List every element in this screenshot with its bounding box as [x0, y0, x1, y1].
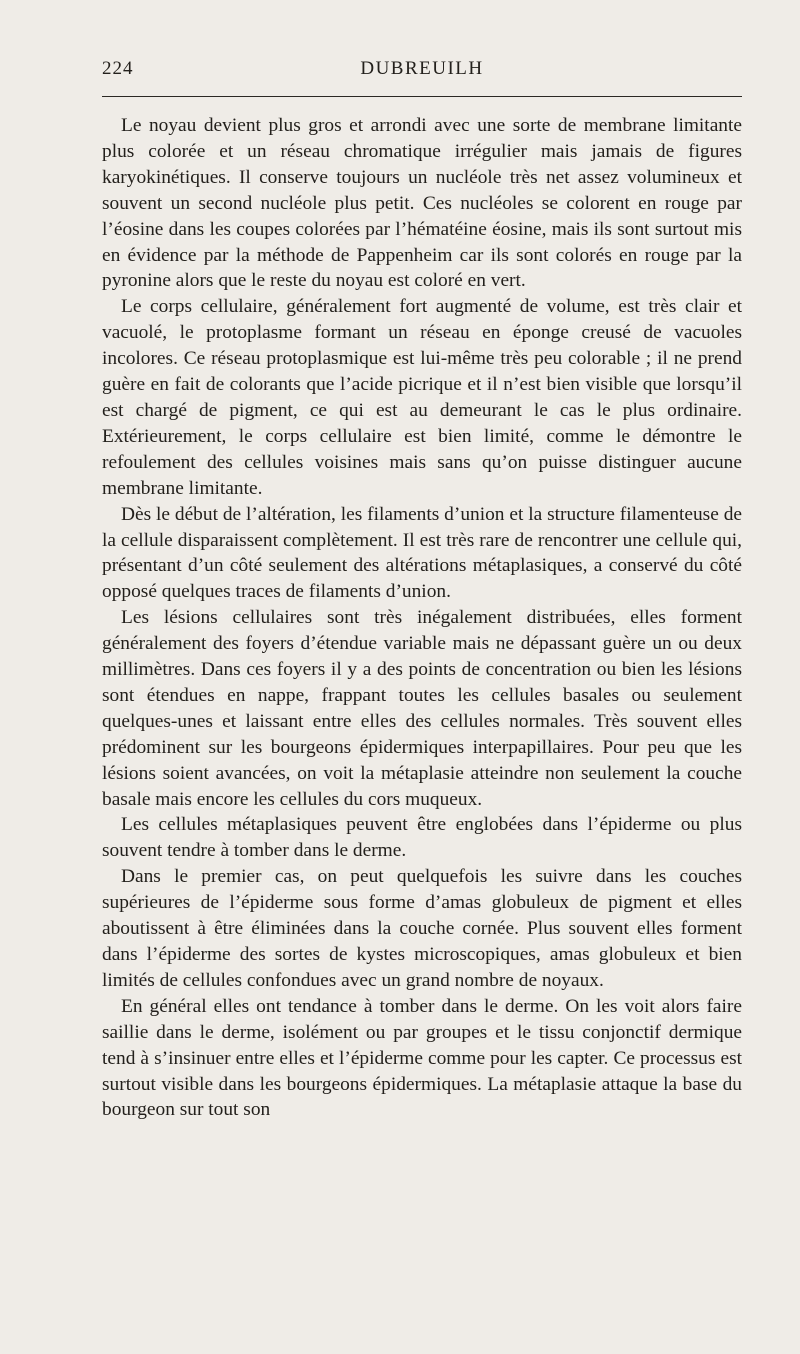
paragraph: Dès le début de l’altération, les filaments d’union et la structure filamenteuse de la cellule disparaissent complètement. Il est très rare de rencontrer une cellule qui, présentant d’un côté seulement des altérations métaplasiques, a conservé du côté opposé quelques traces de filaments d’union.	[102, 503, 742, 603]
page-header	[102, 58, 742, 86]
paragraph: Le corps cellulaire, généralement fort augmenté de volume, est très clair et vacuolé, le protoplasme formant un réseau en éponge creusé de vacuoles incolores. Ce réseau protoplasmique est lui-même très peu colorable ; il ne prend guère en fait de colorants que l’acide picrique et il n’est bien visible que lorsqu’il est chargé de pigment, ce qui est au demeurant le cas le plus ordinaire. Extérieurement, le corps cellulaire est bien limité, comme le démontre le refoulement des cellules voisines mais sans qu’on puisse distinguer aucune membrane limitante.	[102, 296, 742, 499]
paragraph: Le noyau devient plus gros et arrondi avec une sorte de membrane limitante plus colorée et un réseau chromatique irrégulier mais jamais de figures karyokinétiques. Il conserve toujours un nucléole très net assez volumineux et souvent un second nucléole plus petit. Ces nucléoles se colorent en rouge par l’éosine dans les coupes colorées par l’hématéine éosine, mais ils sont surtout mis en évidence par la méthode de Pappenheim car ils sont colorés en rouge par la pyronine alors que le reste du noyau est coloré en vert.	[102, 115, 742, 292]
page-number: 224	[102, 58, 134, 79]
paragraph: Les cellules métaplasiques peuvent être englobées dans l’épiderme ou plus souvent tendre à tomber dans le derme.	[102, 814, 742, 862]
paragraph: Dans le premier cas, on peut quelquefois les suivre dans les couches supérieures de l’épiderme sous forme d’amas globuleux de pigment et elles aboutissent à être éliminées dans la couche cornée. Plus souvent elles forment dans l’épiderme des sortes de kystes microscopiques, amas globuleux et bien limités de cellules confondues avec un grand nombre de noyaux.	[102, 866, 742, 991]
paragraph: Les lésions cellulaires sont très inégalement distribuées, elles forment généralement des foyers d’étendue variable mais ne dépassant guère un ou deux millimètres. Dans ces foyers il y a des points de concentration ou bien les lésions sont étendues en nappe, frappant toutes les cellules basales ou seulement quelques-unes et laissant entre elles des cellules normales. Très souvent elles prédominent sur les bourgeons épidermiques interpapillaires. Pour peu que les lésions soient avancées, on voit la métaplasie atteindre non seulement la couche basale mais encore les cellules du cors muqueux.	[102, 607, 742, 810]
paragraph: En général elles ont tendance à tomber dans le derme. On les voit alors faire saillie dans le derme, isolément ou par groupes et le tissu conjonctif dermique tend à s’insinuer entre elles et l’épiderme comme pour les capter. Ce processus est surtout visible dans les bourgeons épidermiques. La métaplasie attaque la base du bourgeon sur tout son	[102, 995, 742, 1121]
running-title: DUBREUILH	[360, 58, 484, 79]
header-rule	[102, 96, 742, 97]
body-text	[102, 113, 742, 1123]
